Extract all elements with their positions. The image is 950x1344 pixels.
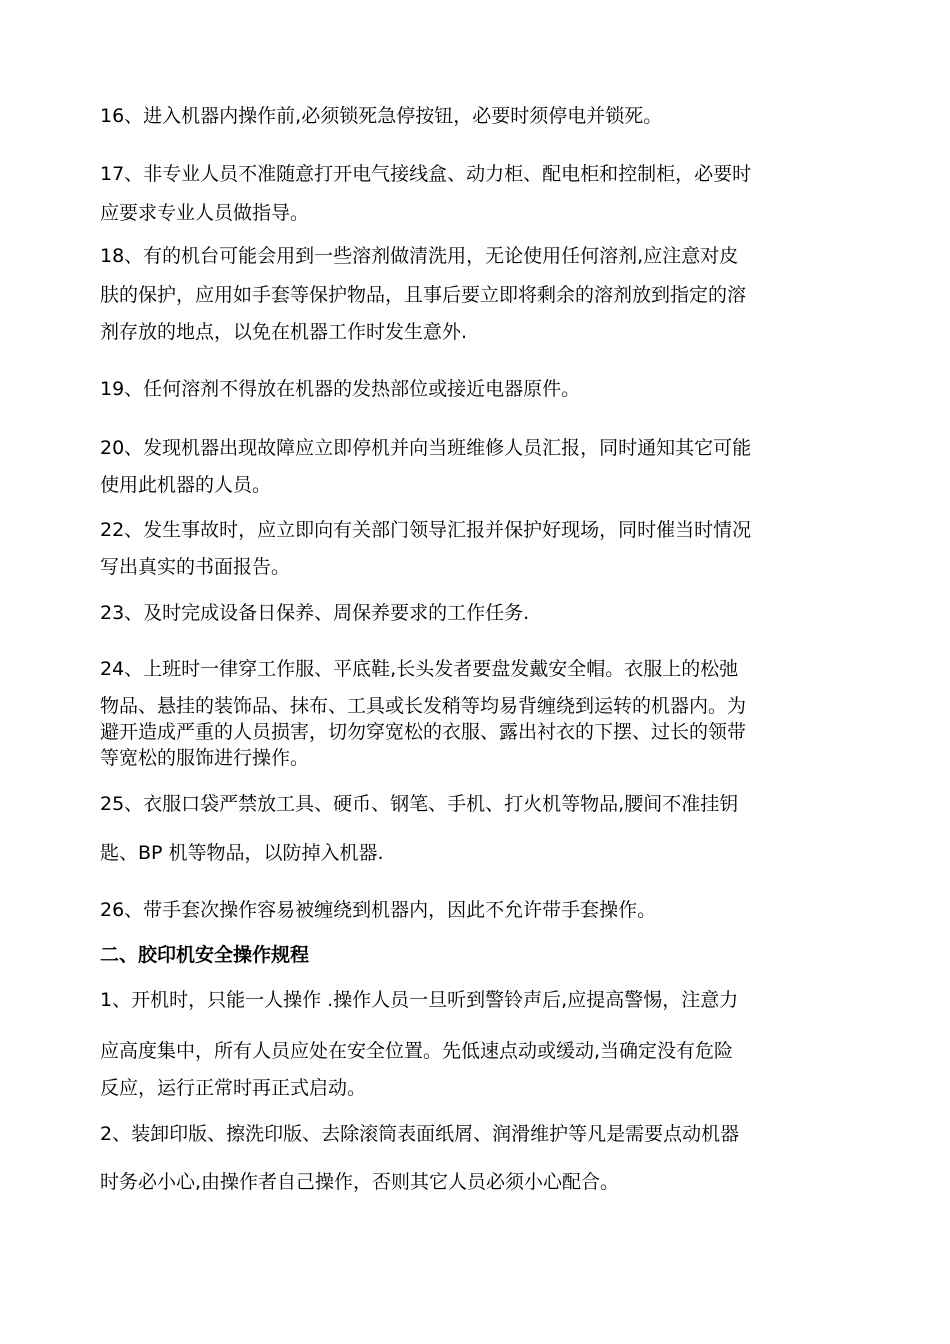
- text-line: 18、有的机台可能会用到一些溶剂做清洗用，无论使用任何溶剂,应注意对皮: [100, 245, 739, 267]
- text-line: 等宽松的服饰进行操作。: [100, 747, 310, 769]
- text-line: 避开造成严重的人员损害，切勿穿宽松的衣服、露出衬衣的下摆、过长的领带: [100, 721, 747, 743]
- text-line: 肤的保护，应用如手套等保护物品，且事后要立即将剩余的溶剂放到指定的溶: [100, 284, 747, 306]
- text-line: 26、带手套次操作容易被缠绕到机器内，因此不允许带手套操作。: [100, 899, 657, 921]
- text-line: 23、及时完成设备日保养、周保养要求的工作任务.: [100, 602, 530, 624]
- text-line: 反应，运行正常时再正式启动。: [100, 1077, 367, 1099]
- text-line: 匙、BP 机等物品，以防掉入机器.: [100, 842, 384, 864]
- text-line: 20、发现机器出现故障应立即停机并向当班维修人员汇报，同时通知其它可能: [100, 437, 752, 459]
- text-line: 时务必小心,由操作者自己操作，否则其它人员必须小心配合。: [100, 1171, 620, 1193]
- text-line: 应高度集中，所有人员应处在安全位置。先低速点动或缓动,当确定没有危险: [100, 1040, 734, 1062]
- text-line: 19、任何溶剂不得放在机器的发热部位或接近电器原件。: [100, 378, 581, 400]
- text-line: 写出真实的书面报告。: [100, 556, 291, 578]
- text-line: 物品、悬挂的装饰品、抹布、工具或长发稍等均易背缠绕到运转的机器内。为: [100, 695, 747, 717]
- section-heading: 二、胶印机安全操作规程: [100, 944, 310, 966]
- text-line: 剂存放的地点，以免在机器工作时发生意外.: [100, 321, 468, 343]
- text-line: 16、进入机器内操作前,必须锁死急停按钮，必要时须停电并锁死。: [100, 105, 663, 127]
- text-line: 使用此机器的人员。: [100, 474, 272, 496]
- text-line: 17、非专业人员不准随意打开电气接线盒、动力柜、配电柜和控制柜，必要时: [100, 163, 752, 185]
- text-line: 2、装卸印版、擦洗印版、去除滚筒表面纸屑、润滑维护等凡是需要点动机器: [100, 1123, 740, 1145]
- text-line: 24、上班时一律穿工作服、平底鞋,长头发者要盘发戴安全帽。衣服上的松弛: [100, 658, 739, 680]
- text-line: 1、开机时，只能一人操作 .操作人员一旦听到警铃声后,应提高警惕，注意力: [100, 989, 739, 1011]
- text-line: 25、衣服口袋严禁放工具、硬币、钢笔、手机、打火机等物品,腰间不准挂钥: [100, 793, 739, 815]
- text-line: 应要求专业人员做指导。: [100, 202, 310, 224]
- text-line: 22、发生事故时，应立即向有关部门领导汇报并保护好现场，同时催当时情况: [100, 519, 752, 541]
